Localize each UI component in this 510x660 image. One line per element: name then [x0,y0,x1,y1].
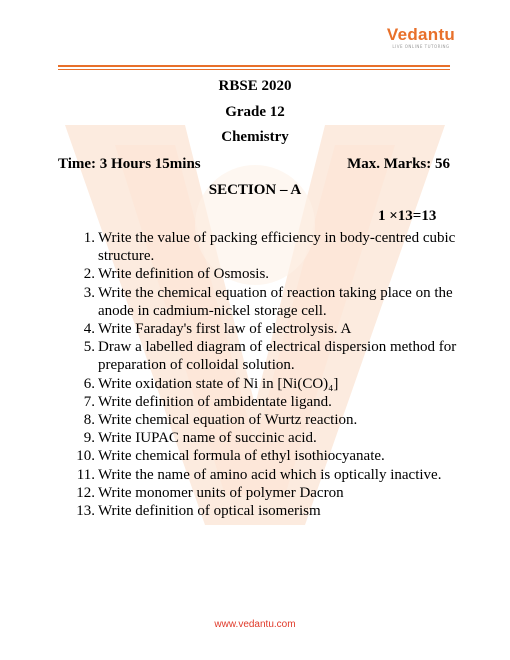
max-marks-label: Max. Marks: 56 [347,156,450,172]
question-item [58,229,458,265]
question-text: Write the chemical equation of reaction taking place on the [98,284,453,301]
question-list [58,229,458,520]
vedantu-logo [381,26,461,54]
question-number: 10. [76,448,95,465]
exam-title: RBSE 2020 [218,78,292,94]
section-heading: SECTION – A [208,182,302,198]
header-rule [58,65,450,67]
question-item [58,338,458,374]
question-text: Write monomer units of polymer Dacron [98,484,344,501]
question-item [58,447,458,465]
question-number: 5. [83,339,95,356]
question-number: 2. [83,266,95,283]
question-text: Write oxidation state of Ni in [Ni(CO)₄] [98,375,339,392]
question-number: 12. [76,484,95,501]
grade-label: Grade 12 [225,104,285,120]
question-text: Write chemical formula of ethyl isothiocyanate. [98,448,385,465]
question-number: 4. [83,321,95,338]
question-number: 7. [83,393,95,410]
question-number: 3. [83,284,95,301]
question-text: Draw a labelled diagram of electrical dispersion method for [98,339,457,356]
question-item [58,284,458,320]
question-item [58,466,458,484]
marks-formula: 1 ×13=13 [378,208,437,224]
logo-wordmark: Vedantu [386,25,456,44]
logo-tagline: LIVE ONLINE TUTORING [392,44,450,49]
question-number: 13. [76,503,95,520]
question-item [58,484,458,502]
question-number: 1. [83,230,95,246]
question-item [58,429,458,447]
question-text: structure. [98,248,155,265]
question-text: Write definition of optical isomerism [98,503,321,520]
question-item [58,411,458,429]
question-text: anode in cadmium-nickel storage cell. [98,302,327,319]
subject-label: Chemistry [221,129,289,145]
question-number: 6. [83,375,95,392]
question-text: Write the name of amino acid which is optically inactive. [98,466,442,483]
question-number: 8. [83,412,95,429]
question-item [58,393,458,411]
footer-url: www.vedantu.com [214,619,296,630]
header-rule-thin [58,69,450,70]
question-text: Write definition of Osmosis. [98,266,270,283]
question-item [58,375,458,393]
question-text: Write IUPAC name of succinic acid. [98,430,317,447]
question-text: Write definition of ambidentate ligand. [98,393,332,410]
question-text: Write chemical equation of Wurtz reaction. [98,412,358,429]
time-label: Time: 3 Hours 15mins [58,156,201,172]
question-item [58,502,458,520]
question-item [58,320,458,338]
question-text: Write the value of packing efficiency in body-centred cubic [98,230,456,246]
question-text: Write Faraday's first law of electrolysis. A [98,321,352,338]
question-item [58,265,458,283]
question-number: 9. [83,430,95,447]
question-number: 11. [76,466,95,483]
question-text: preparation of colloidal solution. [98,357,295,374]
